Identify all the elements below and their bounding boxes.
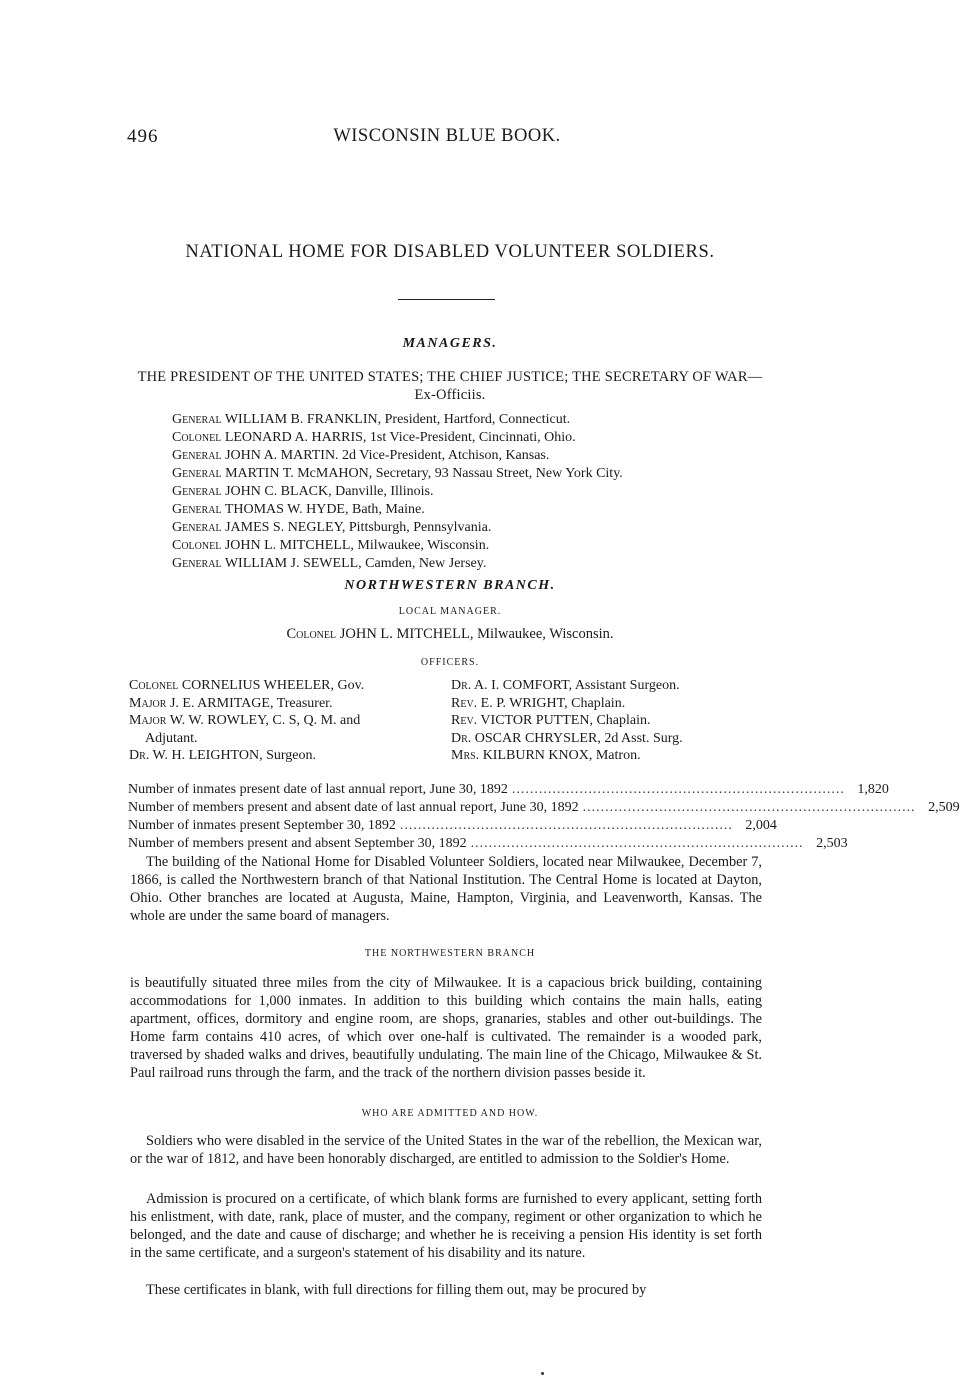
- title-divider: [398, 299, 495, 300]
- officer-entry: Rev. E. P. WRIGHT, Chaplain.: [451, 695, 626, 711]
- officer-entry: Dr. OSCAR CHRYSLER, 2d Asst. Surg.: [451, 730, 683, 746]
- officers-right-column: [451, 677, 683, 765]
- print-speck: [541, 1372, 544, 1375]
- admitted-paragraph: Soldiers who were disabled in the service of the United States in the war of the rebellion, the Mexican war, or the war of 1812, and have been honorably discharged, are entitled to admission to the Soldier's Home.: [130, 1133, 762, 1167]
- manager-entry: Colonel LEONARD A. HARRIS, 1st Vice-President, Cincinnati, Ohio.: [172, 430, 576, 445]
- inmate-statistics: [128, 781, 960, 853]
- managers-heading: MANAGERS.: [402, 336, 498, 351]
- admitted-heading: WHO ARE ADMITTED AND HOW.: [361, 1108, 539, 1119]
- stat-row: Number of members present and absent September 30, 1892 .......................................................................... 2,503: [128, 836, 848, 851]
- officer-entry: Major J. E. ARMITAGE, Treasurer.: [129, 695, 333, 711]
- officer-entry: Dr. A. I. COMFORT, Assistant Surgeon.: [451, 678, 680, 693]
- officer-entry: Dr. W. H. LEIGHTON, Surgeon.: [129, 748, 316, 764]
- manager-entry: Colonel JOHN L. MITCHELL, Milwaukee, Wisconsin.: [172, 538, 490, 553]
- manager-entry: General THOMAS W. HYDE, Bath, Maine.: [172, 502, 425, 517]
- officers-heading: OFFICERS.: [420, 657, 480, 668]
- building-paragraph: The building of the National Home for Disabled Volunteer Soldiers, located near Milwaukee, December 7, 1866, is called the Northwestern branch of that National Institution. The Central Home is located at Dayton, Ohio. Other branches are located at Augusta, Maine, Hampton, Virginia, and Leavenworth, Kansas. The whole are under the same board of managers.: [130, 854, 762, 924]
- managers-list: [172, 411, 623, 573]
- page-number: 496: [127, 126, 159, 147]
- manager-entry: General WILLIAM B. FRANKLIN, President, Hartford, Connecticut.: [172, 412, 571, 427]
- officer-entry: Major W. W. ROWLEY, C. S, Q. M. and: [129, 713, 361, 729]
- running-title: WISCONSIN BLUE BOOK.: [333, 126, 561, 146]
- officers-left-column: [129, 677, 364, 765]
- stat-row: Number of inmates present date of last annual report, June 30, 1892 .......................................................................... 1,820: [128, 782, 889, 797]
- local-manager-heading: LOCAL MANAGER.: [398, 606, 502, 617]
- manager-entry: General JOHN A. MARTIN. 2d Vice-President, Atchison, Kansas.: [172, 448, 550, 463]
- officer-entry: Rev. VICTOR PUTTEN, Chaplain.: [451, 713, 651, 729]
- manager-entry: General MARTIN T. McMAHON, Secretary, 93 Nassau Street, New York City.: [172, 466, 623, 481]
- manager-entry: General JOHN C. BLACK, Danville, Illinois.: [172, 484, 434, 499]
- certificates-paragraph: These certificates in blank, with full directions for filling them out, may be procured by: [146, 1282, 647, 1298]
- northwestern-branch-heading: THE NORTHWESTERN BRANCH: [364, 948, 536, 959]
- page-header: [127, 126, 767, 150]
- stat-row: Number of members present and absent date of last annual report, June 30, 1892 .......................................................................... 2,509: [128, 800, 960, 815]
- page-title: NATIONAL HOME FOR DISABLED VOLUNTEER SOLDIERS.: [185, 242, 715, 262]
- local-manager: Colonel JOHN L. MITCHELL, Milwaukee, Wisconsin.: [286, 626, 614, 642]
- branch-heading: NORTHWESTERN BRANCH.: [344, 578, 556, 593]
- officer-entry: Colonel CORNELIUS WHEELER, Gov.: [129, 678, 365, 693]
- manager-entry: General JAMES S. NEGLEY, Pittsburgh, Pennsylvania.: [172, 520, 492, 535]
- stat-row: Number of inmates present September 30, 1892 .......................................................................... 2,004: [128, 818, 777, 833]
- ex-officio-managers: THE PRESIDENT OF THE UNITED STATES; THE CHIEF JUSTICE; THE SECRETARY OF WAR—Ex-Officiis.: [137, 369, 763, 403]
- officer-entry-continued: Adjutant.: [145, 730, 198, 746]
- manager-entry: General WILLIAM J. SEWELL, Camden, New Jersey.: [172, 556, 487, 571]
- northwestern-branch-paragraph: is beautifully situated three miles from the city of Milwaukee. It is a capacious brick building, containing accommodations for 1,000 inmates. In addition to this building which contains the main halls, eating apartment, offices, dormitory and engine room, are shops, granaries, stables and other out-buildings. The Home farm contains 410 acres, of which over one-half is cultivated. The remainder is a wooded park, traversed by shaded walks and drives, beautifully undulating. The main line of the Chicago, Milwaukee & St. Paul railroad runs through the farm, and the track of the northern division passes beside it.: [130, 975, 762, 1081]
- officer-entry: Mrs. KILBURN KNOX, Matron.: [451, 748, 641, 764]
- admission-paragraph: Admission is procured on a certificate, of which blank forms are furnished to every applicant, setting forth his enlistment, with date, rank, place of muster, and the company, regiment or other organization to which he belonged, and the date and cause of discharge; and whether he is receiving a pension His identity is set forth in the same certificate, and a surgeon's statement of his disability and its nature.: [130, 1191, 762, 1261]
